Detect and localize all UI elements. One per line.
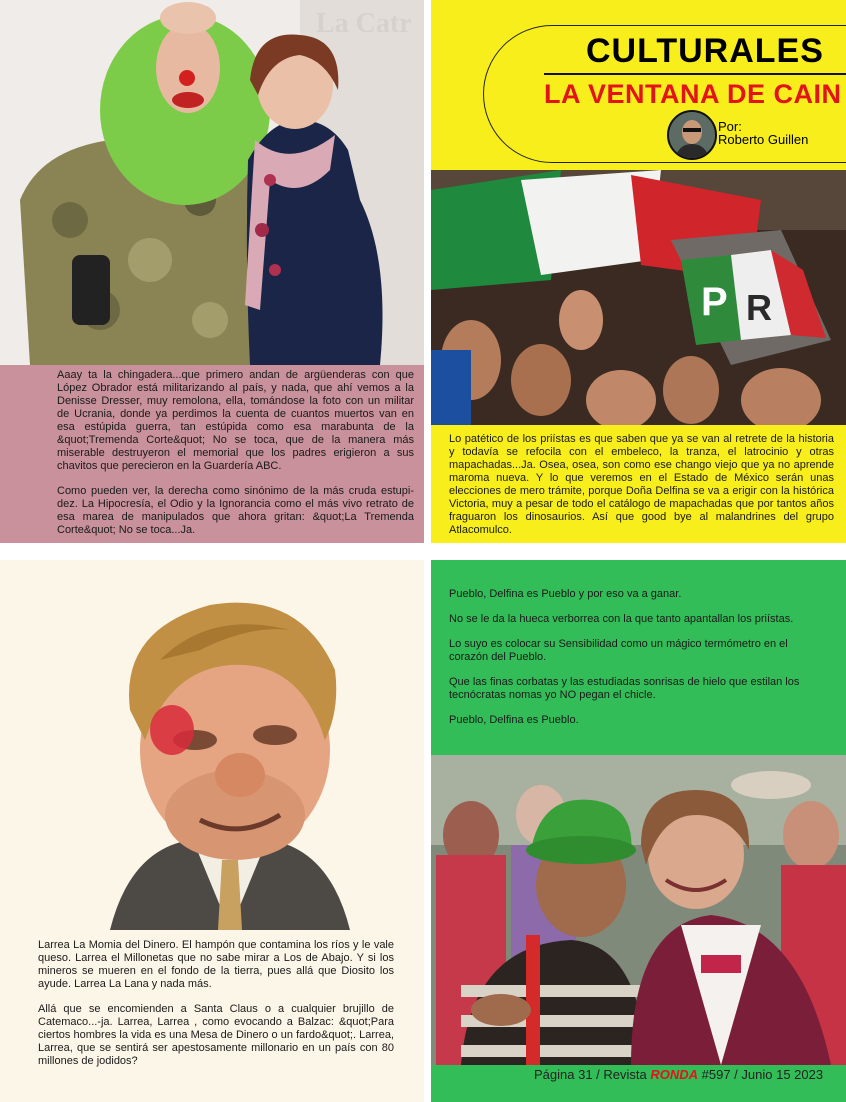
- photo-clown-soldier-and-woman: [0, 0, 424, 365]
- text-paragraph: No se le da la hueca verborrea con la que tanto apantallan los priístas.: [449, 613, 794, 625]
- author-by-label: Por:: [718, 119, 742, 134]
- photo-delfina-with-supporter: [431, 755, 846, 1065]
- text-paragraph: Pueblo, Delfina es Pueblo.: [449, 714, 579, 726]
- caption-paragraph: Como pueden ver, la derecha como sinónimo de la más cruda estupi-dez. La Hipocresía, el Odio y la Ignorancia como el más vivo retrato de esa marea de manipulados que ahora gritan: &quot;La Tremenda Corte&quot; No se toca...Ja.: [57, 485, 414, 536]
- column-header: [431, 0, 846, 170]
- author-name: Roberto Guillen: [718, 132, 809, 147]
- author-avatar: [667, 110, 717, 160]
- title-rule: [544, 73, 846, 75]
- caption-box-dresser: [0, 365, 424, 543]
- magazine-name: RONDA: [650, 1067, 699, 1082]
- photo-pri-coffin: [431, 170, 846, 425]
- delfina-text-box: [431, 560, 846, 755]
- text-paragraph: Pueblo, Delfina es Pueblo y por eso va a ganar.: [449, 588, 682, 600]
- caption-paragraph: Aaay ta la chingadera...que primero andan de argüenderas con que López Obrador está militarizando al país, y nada, que ahí vemos a la Denisse Dresser, muy remolona, ella, tomándose la foto con un militar de Ucrania, donde ya perdimos la cuenta de cuantos muertos van en esa estúpida guerra, tan estúpida como esa marabunta de la &quot;Tremenda Corte&quot; No se toca, que de la manera más miserable destruyeron el memorial que los padres erigieron a sus chavitos que perecieron en la Guardería ABC.: [57, 369, 414, 472]
- caricature-larrea: [100, 590, 360, 930]
- page-footer: [534, 1067, 823, 1082]
- svg-text:R: R: [746, 287, 772, 328]
- caption-paragraph: Larrea La Momia del Dinero. El hampón que contamina los ríos y le vale queso. Larrea el Millonetas que no sabe mirar a Los de Abajo. Y si los mineros se mueren en el fondo de la tierra, pues allá que Diosito los ayude. Larrea La Lana y nada más.: [38, 939, 394, 990]
- text-paragraph: Lo suyo es colocar su Sensibilidad como un mágico termómetro en el corazón del Pueblo.: [449, 638, 788, 663]
- caption-box-larrea: [0, 935, 424, 1095]
- caption-box-pri: [431, 425, 846, 543]
- text-paragraph: Que las finas corbatas y las estudiadas sonrisas de hielo que estilan los tecnócratas nomas yo NO pegan el chicle.: [449, 676, 800, 701]
- section-title: CULTURALES: [586, 32, 824, 70]
- footer-page-text: Página 31 / Revista: [534, 1067, 651, 1082]
- column-title: LA VENTANA DE CAIN: [544, 79, 842, 109]
- caption-paragraph: Lo patético de los priístas es que saben que ya se van al retrete de la historia y todavía se refocila con el embeleco, la tranza, el latrocinio y otras mapachadas...Ja. Osea, osea, son como ese chango viejo que ya no aprende maroma nueva. Y lo que veremos en el Estado de México serán unas elecciones de mero trámite, porque Doña Delfina se va a erigir con la histórica Victoria, muy a pesar de todo el catálogo de mapachadas que por tantos años fraguaron los dinosaurios. Así que good bye al malandrines del grupo Atlacomulco.: [449, 433, 834, 536]
- footer-issue-text: #597 / Junio 15 2023: [698, 1067, 824, 1082]
- svg-text:P: P: [701, 280, 728, 324]
- photo-watermark: La Catr: [316, 8, 412, 39]
- caption-paragraph: Allá que se encomienden a Santa Claus o a cualquier brujillo de Catemaco...-ja. Larrea, Larrea , como evocando a Balzac: &quot;Para ciertos hombres la vida es una Mesa de Dinero o un fardo&quot;. Larrea, Larrea, que se sentirá ser apestosamente millonario en un país con 80 millones de jodidos?: [38, 1003, 394, 1067]
